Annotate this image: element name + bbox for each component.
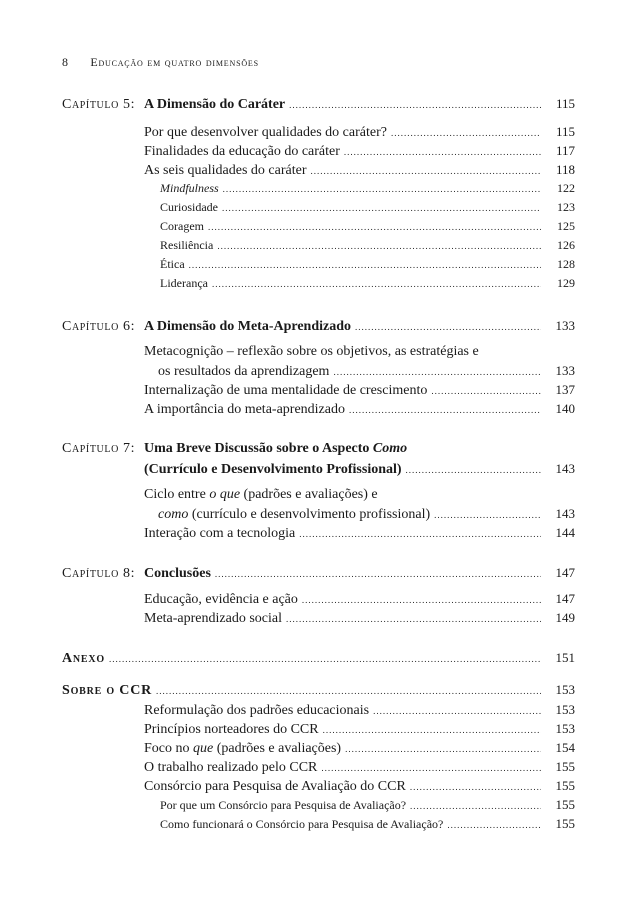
chapter-label: Capítulo 5: bbox=[62, 97, 136, 112]
chapter-title: Uma Breve Discussão sobre o Aspecto Como bbox=[144, 441, 408, 456]
entry-title: Ciclo entre o que (padrões e avaliações) e bbox=[144, 487, 378, 502]
page-ref: 126 bbox=[557, 238, 575, 252]
ccr-heading[interactable] bbox=[62, 682, 575, 702]
anexo-heading[interactable] bbox=[62, 650, 575, 672]
toc-entry[interactable] bbox=[62, 124, 575, 143]
entry-title: Liderança bbox=[160, 276, 208, 290]
page-ref: 147 bbox=[555, 591, 575, 606]
page-ref: 154 bbox=[555, 740, 575, 755]
page-ref: 143 bbox=[555, 461, 575, 476]
chapter-7 bbox=[62, 441, 575, 544]
leader-dots bbox=[431, 386, 541, 396]
leader-dots bbox=[333, 367, 541, 377]
toc-subentry[interactable] bbox=[62, 257, 575, 276]
page-ref: 155 bbox=[555, 816, 575, 831]
toc-entry[interactable] bbox=[62, 401, 575, 420]
chapter-7-heading-line2[interactable] bbox=[62, 461, 575, 483]
page-ref: 128 bbox=[557, 257, 575, 271]
toc-subentry[interactable] bbox=[62, 276, 575, 295]
toc-subentry[interactable] bbox=[62, 219, 575, 238]
toc-entry-line1[interactable] bbox=[62, 344, 575, 363]
entry-title: Coragem bbox=[160, 219, 204, 233]
toc-entry[interactable] bbox=[62, 778, 575, 797]
page-ref: 122 bbox=[557, 181, 575, 195]
page-ref: 117 bbox=[555, 143, 575, 158]
page-ref: 115 bbox=[555, 96, 575, 111]
section-title: Sobre o CCR bbox=[62, 683, 153, 698]
leader-dots bbox=[345, 744, 541, 754]
leader-dots bbox=[391, 128, 541, 138]
page-ref: 125 bbox=[557, 219, 575, 233]
page-ref: 143 bbox=[555, 506, 575, 521]
running-title: Educação em quatro dimensões bbox=[90, 55, 259, 69]
ccr-section bbox=[62, 682, 575, 835]
page-ref: 155 bbox=[555, 778, 575, 793]
toc-entry[interactable] bbox=[62, 702, 575, 721]
entry-title: Reformulação dos padrões educacionais bbox=[144, 703, 370, 718]
page-number: 8 bbox=[62, 55, 69, 69]
page-ref: 155 bbox=[555, 759, 575, 774]
leader-dots bbox=[406, 465, 541, 475]
page-ref: 155 bbox=[555, 797, 575, 812]
toc-subentry[interactable] bbox=[62, 238, 575, 257]
entry-title: Interação com a tecnologia bbox=[144, 526, 296, 541]
entry-title: Mindfulness bbox=[160, 181, 219, 195]
page-ref: 151 bbox=[555, 650, 575, 665]
leader-dots bbox=[189, 260, 541, 270]
entry-title-continued: como (currículo e desenvolvimento profissional) bbox=[158, 507, 431, 522]
leader-dots bbox=[373, 706, 541, 716]
page-ref: 153 bbox=[555, 682, 575, 697]
page-ref: 133 bbox=[555, 363, 575, 378]
entry-title: Por que desenvolver qualidades do caráter? bbox=[144, 125, 387, 140]
leader-dots bbox=[323, 725, 541, 735]
anexo-section bbox=[62, 650, 575, 672]
toc-subentry[interactable] bbox=[62, 816, 575, 835]
entry-title-continued: os resultados da aprendizagem bbox=[158, 364, 330, 379]
entry-title: A importância do meta-aprendizado bbox=[144, 402, 345, 417]
entry-title: Resiliência bbox=[160, 238, 214, 252]
leader-dots bbox=[217, 241, 541, 251]
toc-entry[interactable] bbox=[62, 162, 575, 181]
leader-dots bbox=[355, 322, 541, 332]
leader-dots bbox=[289, 100, 541, 110]
leader-dots bbox=[215, 569, 541, 579]
leader-dots bbox=[299, 529, 541, 539]
entry-title: Ética bbox=[160, 257, 185, 271]
toc-entry[interactable] bbox=[62, 740, 575, 759]
page-ref: 123 bbox=[557, 200, 575, 214]
entry-title: Metacognição – reflexão sobre os objetivos, as estratégias e bbox=[144, 344, 479, 359]
toc-entry-line1[interactable] bbox=[62, 487, 575, 506]
leader-dots bbox=[410, 801, 541, 811]
leader-dots bbox=[156, 686, 541, 696]
toc-subentry[interactable] bbox=[62, 181, 575, 200]
toc-entry[interactable] bbox=[62, 143, 575, 162]
entry-title: Educação, evidência e ação bbox=[144, 592, 298, 607]
leader-dots bbox=[349, 405, 541, 415]
leader-dots bbox=[311, 166, 542, 176]
leader-dots bbox=[223, 184, 541, 194]
leader-dots bbox=[222, 203, 541, 213]
toc-entry[interactable] bbox=[62, 525, 575, 544]
toc-entry-line2[interactable] bbox=[62, 363, 575, 382]
entry-title: Curiosidade bbox=[160, 200, 218, 214]
running-header bbox=[62, 55, 259, 70]
chapter-7-heading-line1[interactable] bbox=[62, 441, 575, 461]
toc-entry[interactable] bbox=[62, 721, 575, 740]
toc-subentry[interactable] bbox=[62, 797, 575, 816]
chapter-title: Conclusões bbox=[144, 566, 211, 581]
entry-title: Como funcionará o Consórcio para Pesquisa de Avaliação? bbox=[160, 817, 444, 831]
leader-dots bbox=[286, 614, 541, 624]
page-ref: 137 bbox=[555, 382, 575, 397]
leader-dots bbox=[212, 279, 541, 289]
chapter-label: Capítulo 7: bbox=[62, 441, 136, 456]
entry-title: Finalidades da educação do caráter bbox=[144, 144, 340, 159]
leader-dots bbox=[208, 222, 541, 232]
chapter-6 bbox=[62, 318, 575, 420]
entry-title: As seis qualidades do caráter bbox=[144, 163, 307, 178]
entry-title: Consórcio para Pesquisa de Avaliação do CCR bbox=[144, 779, 406, 794]
toc-entry[interactable] bbox=[62, 759, 575, 778]
entry-title: Internalização de uma mentalidade de crescimento bbox=[144, 383, 428, 398]
page-ref: 153 bbox=[555, 721, 575, 736]
page-ref: 144 bbox=[555, 525, 575, 540]
entry-title: O trabalho realizado pelo CCR bbox=[144, 760, 318, 775]
toc-entry[interactable] bbox=[62, 591, 575, 610]
leader-dots bbox=[302, 595, 541, 605]
page-ref: 147 bbox=[555, 565, 575, 580]
chapter-8-heading[interactable] bbox=[62, 565, 575, 587]
chapter-label: Capítulo 6: bbox=[62, 319, 136, 334]
entry-title: Meta-aprendizado social bbox=[144, 611, 282, 626]
page-ref: 149 bbox=[555, 610, 575, 625]
chapter-5 bbox=[62, 96, 575, 295]
toc-entry[interactable] bbox=[62, 382, 575, 401]
chapter-title: A Dimensão do Meta-Aprendizado bbox=[144, 319, 352, 334]
toc-subentry[interactable] bbox=[62, 200, 575, 219]
leader-dots bbox=[344, 147, 541, 157]
page-ref: 118 bbox=[555, 162, 575, 177]
entry-title: Princípios norteadores do CCR bbox=[144, 722, 319, 737]
page-ref: 140 bbox=[555, 401, 575, 416]
leader-dots bbox=[447, 820, 541, 830]
chapter-title: A Dimensão do Caráter bbox=[144, 97, 286, 112]
leader-dots bbox=[434, 510, 541, 520]
leader-dots bbox=[410, 782, 541, 792]
leader-dots bbox=[109, 654, 541, 664]
chapter-6-heading[interactable] bbox=[62, 318, 575, 340]
leader-dots bbox=[321, 763, 541, 773]
entry-title: Por que um Consórcio para Pesquisa de Avaliação? bbox=[160, 798, 407, 812]
page-ref: 129 bbox=[557, 276, 575, 290]
chapter-5-heading[interactable] bbox=[62, 96, 575, 118]
chapter-8 bbox=[62, 565, 575, 629]
chapter-title-continued: (Currículo e Desenvolvimento Profissional) bbox=[144, 462, 402, 477]
section-title: Anexo bbox=[62, 651, 106, 666]
page-ref: 115 bbox=[555, 124, 575, 139]
chapter-label: Capítulo 8: bbox=[62, 566, 136, 581]
toc-entry[interactable] bbox=[62, 610, 575, 629]
entry-title: Foco no que (padrões e avaliações) bbox=[144, 741, 342, 756]
toc-entry-line2[interactable] bbox=[62, 506, 575, 525]
page-ref: 133 bbox=[555, 318, 575, 333]
page-ref: 153 bbox=[555, 702, 575, 717]
